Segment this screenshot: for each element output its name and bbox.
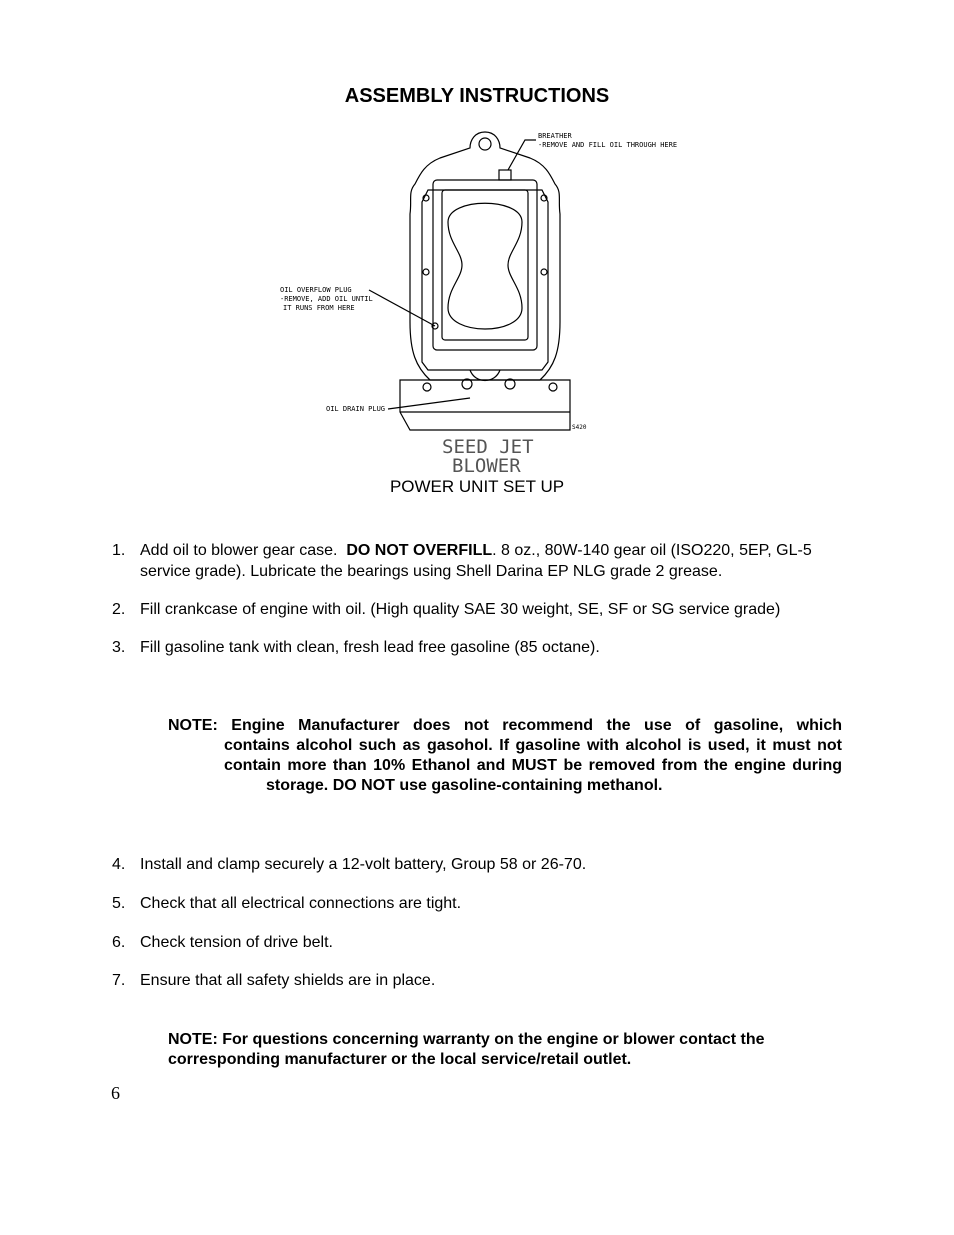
page-title: ASSEMBLY INSTRUCTIONS <box>344 85 610 107</box>
list-item: 7. Ensure that all safety shields are in place. <box>112 972 436 989</box>
list-item: 2. Fill crankcase of engine with oil. (High quality SAE 30 weight, SE, SF or SG service grade) <box>112 601 781 618</box>
breather-note: -REMOVE AND FILL OIL THROUGH HERE <box>538 141 678 149</box>
blower-name-line-1: SEED JET <box>442 436 534 458</box>
blower-diagram <box>270 122 710 482</box>
gasoline-note: NOTE: Engine Manufacturer does not recommend the use of gasoline, which contains alcohol such as gasohol. If gasoline with alcohol is used, it must not contain more than 10% Ethanol and MUST be removed from the engine during storage. DO NOT use gasoline-containing methanol. <box>168 717 842 794</box>
breather-label: BREATHER <box>538 132 572 140</box>
breather-plug <box>499 170 511 180</box>
warranty-note: NOTE: For questions concerning warranty on the engine or blower contact the corresponding manufacturer or the local service/retail outlet. <box>168 1031 765 1068</box>
base-mount <box>400 380 570 430</box>
list-item: 6. Check tension of drive belt. <box>112 934 333 951</box>
rotor-frame <box>433 180 537 350</box>
drain-label: OIL DRAIN PLUG <box>326 405 386 413</box>
list-item: 4. Install and clamp securely a 12-volt battery, Group 58 or 26-70. <box>112 856 587 873</box>
overflow-label: OIL OVERFLOW PLUG <box>280 286 352 294</box>
figure-caption: POWER UNIT SET UP <box>389 477 565 496</box>
part-code: S420 <box>572 424 587 431</box>
lifting-eye-hole <box>479 138 491 150</box>
rotor-lobes <box>448 203 522 329</box>
rotor-window <box>442 190 528 340</box>
overflow-note-2: IT RUNS FROM HERE <box>283 304 355 312</box>
list-item: 5. Check that all electrical connections are tight. <box>112 895 462 912</box>
list-item: 3. Fill gasoline tank with clean, fresh lead free gasoline (85 octane). <box>112 639 600 656</box>
page-number: 6 <box>111 1083 120 1103</box>
list-item: 1. Add oil to blower gear case. DO NOT OVERFILL. 8 oz., 80W-140 gear oil (ISO220, 5EP, GL-5 service grade). Lubricate the bearings using Shell Darina EP NLG grade 2 grease. <box>112 542 812 580</box>
inner-plate <box>422 190 548 370</box>
overflow-note-1: -REMOVE, ADD OIL UNTIL <box>280 295 373 303</box>
blower-name-line-2: BLOWER <box>452 455 521 477</box>
